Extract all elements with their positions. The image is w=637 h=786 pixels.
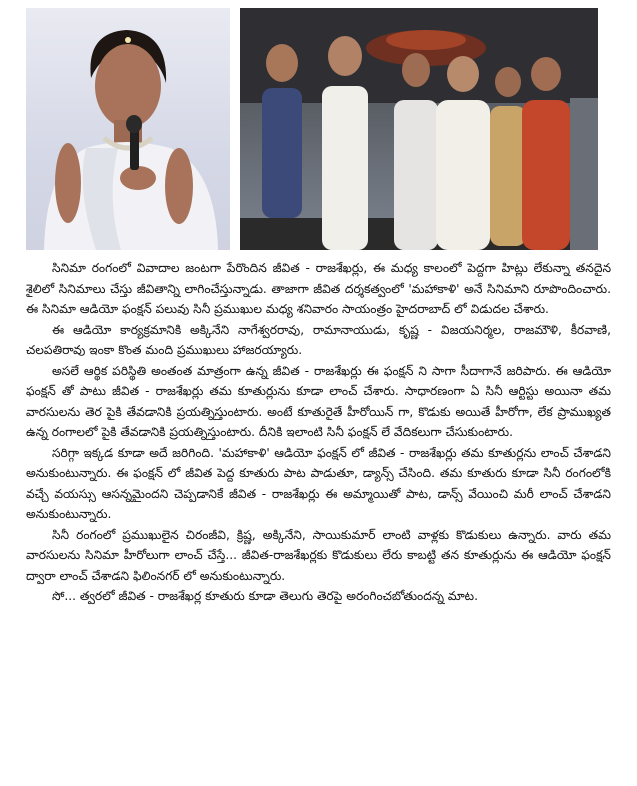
woman-speaking-at-microphone-icon: [26, 8, 230, 250]
article-paragraph: సరిగ్గా ఇక్కడ కూడా అదే జరిగింది. 'మహాకాళి' ఆడియో ఫంక్షన్ లో జీవిత - రాజశేఖర్లు తమ కూతుర్లను లాంచ్ చేశాడని అనుకుంటున్నారు. ఈ ఫంక్షన్ లో జీవిత పెద్ద కూతురు పాట పాడుతూ, డ్యాన్స్ చేసింది. తమ కూతురు కూడా సినీ రంగంలోకి వచ్చే వయస్సు ఆసన్నమైందని చెప్పడానికే జీవిత - రాజశేఖర్లు ఈ అమ్మాయితో పాట, డాన్స్ వేయించి మరీ లాంచ్ చేశాడని అనుకుంటున్నారు.: [26, 445, 611, 521]
photo-strip: [26, 8, 598, 250]
photo-audio-launch-group: [240, 8, 598, 250]
group-at-audio-launch-event-icon: [240, 8, 598, 250]
article-paragraph: సో... త్వరలో జీవిత - రాజశేఖర్ల కూతురు కూడా తెలుగు తెరపై అరంగించబోతుందన్న మాట.: [52, 589, 478, 603]
article-paragraph: అసలే ఆర్థిక పరిస్థితి అంతంత మాత్రంగా ఉన్న జీవిత - రాజశేఖర్లు ఈ ఫంక్షన్ ని సాగా సీదాగానే జరిపారు. ఈ ఆడియో ఫంక్షన్ తో పాటు జీవిత - రాజశేఖర్లు తమ కూతుర్లును కూడా లాంచ్ చేశారు. సాధారణంగా ఏ సినీ ఆర్టిస్టు అయినా తమ వారసులను తెర పైకి తేవడానికి ప్రయత్నిస్తుంటారు. అంటే కూతురైతే హీరోయిన్ గా, కొడుకు అయితే హీరోగా, లేక ప్రాముఖ్యత ఉన్న రంగాలలో పైకి తేవడానికి ప్రయత్నిస్తుంటారు. దీనికి ఇలాంటి సినీ ఫంక్షన్ లే వేదికలుగా చేసుకుంటారు.: [26, 363, 611, 439]
article-paragraph: సినిమా రంగంలో వివాదాల జంటగా పేరొందిన జీవిత - రాజశేఖర్లు, ఈ మధ్య కాలంలో పెద్దగా హిట్లు లేకున్నా తనదైన శైలిలో సినిమాలు చేస్తు జీవితాన్ని లాగించేస్తున్నాడు. తాజాగా జీవిత దర్శకత్వంలో 'మహాకాళి' అనే సినిమాని రూపొందించారు. ఈ సినిమా ఆడియో ఫంక్షన్ పలువు సినీ ప్రముఖుల మధ్య శనివారం సాయంత్రం హైదరాబాద్ లో విడుదల చేశారు.: [26, 261, 611, 316]
article-body: [26, 258, 611, 607]
article-paragraph: ఈ ఆడియో కార్యక్రమానికి అక్కినేని నాగేశ్వరరావు, రామానాయుడు, కృష్ణ - విజయనిర్మల, రాజమౌళి, కీరవాణి, చలపతిరావు ఇంకా కొంత మంది ప్రముఖులు హాజరయ్యారు.: [26, 322, 611, 357]
photo-woman-with-microphone: [26, 8, 230, 250]
article-paragraph: సినీ రంగంలో ప్రముఖులైన చిరంజీవి, క్రిష్ణ, అక్కినేని, సాయికుమార్ లాంటి వాళ్లకు కొడుకులు ఉన్నారు. వారు తమ వారసులను సినిమా హీరోలుగా లాంచ్ చేస్తే... జీవిత-రాజశేఖర్లకు కొడుకులు లేరు కాబట్టి తన కూతుర్లును ఈ ఆడియో ఫంక్షన్ ద్వారా లాంచ్ చేశాడని ఫిలింనగర్ లో అనుకుంటున్నారు.: [26, 527, 611, 583]
